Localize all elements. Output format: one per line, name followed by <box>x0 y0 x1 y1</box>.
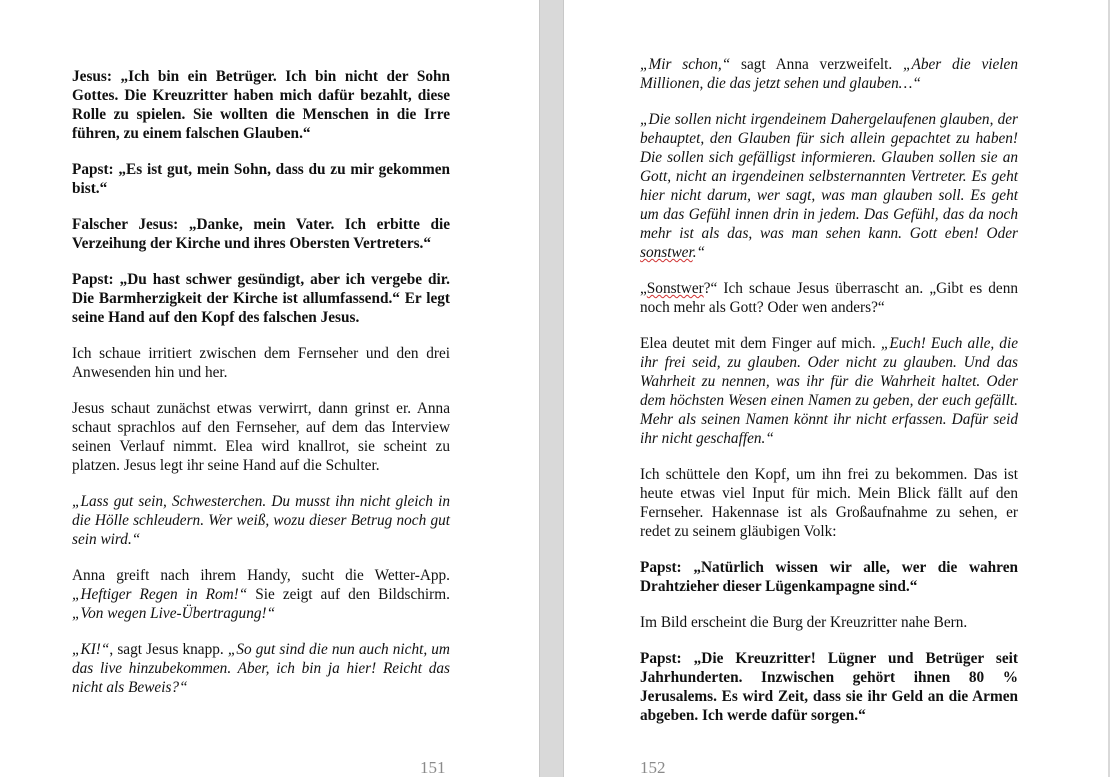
paragraph: Ich schüttele den Kopf, um ihn frei zu bekommen. Das ist heute etwas viel Input für mich. Mein Blick fällt auf den Fernseher. Hakennase ist als Großaufnahme zu sehen, er redet zu seinem gläubigen Volk: <box>640 466 1018 540</box>
paragraph: Falscher Jesus: „Danke, mein Vater. Ich erbitte die Verzeihung der Kirche und ihres Obersten Vertreters.“ <box>72 216 450 252</box>
page-number: 151 <box>420 758 446 777</box>
paragraph: „Lass gut sein, Schwesterchen. Du musst ihn nicht gleich in die Hölle schleudern. Wer weiß, wozu dieser Betrug noch gut sein wird.“ <box>72 493 450 548</box>
left-page <box>0 0 540 777</box>
text-run: Anna greift nach ihrem Handy, sucht die Wetter-App. <box>72 567 450 584</box>
text-run: „Euch! Euch alle, die ihr frei seid, zu glauben. Oder nicht zu glauben. Und das Wahrheit zu nennen, was ihr für die Wahrheit haltet. Oder dem höchsten Wesen einen Namen zu geben, der euch gefällt. Mehr als seinen Namen könnt ihr nicht erfassen. Dafür seid ihr nicht geschaffen.“ <box>640 335 1018 447</box>
paragraph <box>640 55 1018 93</box>
text-run: .“ <box>692 244 706 261</box>
paragraph: Jesus schaut zunächst etwas verwirrt, dann grinst er. Anna schaut sprachlos auf den Fernseher, auf dem das Interview seinen Verlauf nimmt. Elea wird knallrot, sie scheint zu platzen. Jesus legt ihr seine Hand auf die Schulter. <box>72 400 450 474</box>
page-number: 152 <box>640 758 666 777</box>
paragraph: Papst: „Die Kreuzritter! Lügner und Betrüger seit Jahrhunderten. Inzwischen gehört ihnen 80 % Jerusalems. Es wird Zeit, dass sie ihr Geld an die Armen abgeben. Ich werde dafür sorgen.“ <box>640 650 1018 724</box>
text-run: , sagt Jesus knapp. <box>109 641 228 658</box>
paragraph: Papst: „Du hast schwer gesündigt, aber ich vergebe dir. Die Barmherzigkeit der Kirche ist allumfassend.“ Er legt seine Hand auf den Kopf des falschen Jesus. <box>72 271 450 326</box>
text-run: Elea deutet mit dem Finger auf mich. <box>640 335 881 352</box>
paragraph: Ich schaue irritiert zwischen dem Fernseher und den drei Anwesenden hin und her. <box>72 345 450 381</box>
text-run: ?“ Ich schaue Jesus überrascht an. „Gibt es denn noch mehr als Gott? Oder wen anders?“ <box>640 280 1018 316</box>
text-run: „Aber die vielen Millionen, die das jetzt sehen und glauben…“ <box>640 56 1018 92</box>
paragraph: Papst: „Es ist gut, mein Sohn, dass du zu mir gekommen bist.“ <box>72 161 450 197</box>
text-run: „Die sollen nicht irgendeinem Dahergelaufenen glauben, der behauptet, den Glauben für sich allein gepachtet zu haben! Die sollen sich gefälligst informieren. Glauben sollen sie an Gott, nicht an irgendeinen selbsternannten Vertreter. Es geht hier nicht darum, wer sagt, was man glauben soll. Es geht um das Gefühl innen drin in jedem. Das Gefühl, das da noch mehr ist als das, was man sehen kann. Gott eben! Oder <box>640 111 1018 242</box>
paragraph: Im Bild erscheint die Burg der Kreuzritter nahe Bern. <box>640 614 968 631</box>
text-run: „Von wegen Live-Übertragung!“ <box>72 605 276 622</box>
right-page <box>563 0 1108 777</box>
text-run: „KI!“ <box>72 641 110 658</box>
text-run: sagt Anna verzweifelt. <box>730 56 903 73</box>
spellcheck-word: Sonstwer <box>646 280 704 297</box>
right-page-text <box>640 55 1018 742</box>
paragraph: Jesus: „Ich bin ein Betrüger. Ich bin nicht der Sohn Gottes. Die Kreuzritter haben mich dafür bezahlt, diese Rolle zu spielen. Sie wollten die Menschen in die Irre führen, zu einem falschen Glauben.“ <box>72 68 450 142</box>
paragraph <box>72 640 450 697</box>
left-page-text <box>72 67 450 714</box>
paragraph <box>640 279 1018 317</box>
text-run: „Heftiger Regen in Rom!“ <box>72 586 248 603</box>
text-run: „So gut sind die nun auch nicht, um das live hinzubekommen. Aber, ich bin ja hier! Reicht das nicht als Beweis?“ <box>72 641 450 696</box>
paragraph <box>640 110 1018 262</box>
paragraph <box>640 334 1018 448</box>
text-run: Sie zeigt auf den Bildschirm. <box>247 586 450 603</box>
text-run: „ <box>640 280 647 297</box>
text-run: „Mir schon,“ <box>640 56 731 73</box>
paragraph <box>72 566 450 623</box>
spellcheck-word: sonstwer <box>640 244 693 261</box>
paragraph: Papst: „Natürlich wissen wir alle, wer die wahren Drahtzieher dieser Lügenkampagne sind.“ <box>640 559 1018 595</box>
